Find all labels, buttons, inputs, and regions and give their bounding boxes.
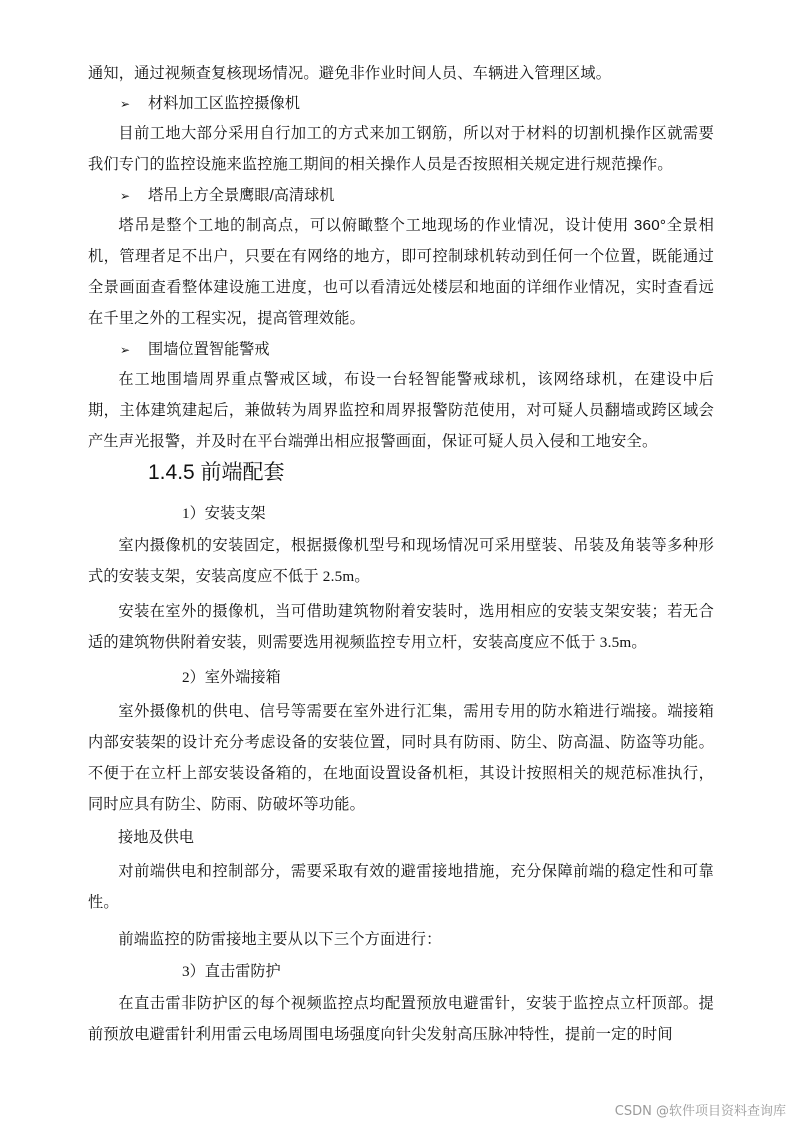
bullet-text: 塔吊上方全景鹰眼/高清球机 — [148, 187, 335, 204]
bullet-tower-crane-camera — [120, 180, 680, 212]
paragraph-junction-box: 室外摄像机的供电、信号等需要在室外进行汇集，需用专用的防水箱进行端接。端接箱内部安装架的设计充分考虑设备的安装位置，同时具有防雨、防尘、防高温、防盗等功能。不便于在立杆上部安装设备箱的，在地面设置设备机柜，其设计按照相关的规范标准执行，同时应具有防尘、防雨、防破坏等功能。 — [88, 703, 714, 813]
subheading-direct-lightning: 3）直击雷防护 — [182, 963, 281, 980]
bullet-material-camera — [120, 88, 680, 120]
arrow-bullet-icon: ➢ — [120, 97, 131, 111]
subheading-grounding-power: 接地及供电 — [118, 829, 194, 846]
paragraph-notification-end: 通知，通过视频查复核现场情况。避免非作业时间人员、车辆进入管理区域。 — [88, 65, 612, 82]
paragraph-grounding: 对前端供电和控制部分，需要采取有效的避雷接地措施，充分保障前端的稳定性和可靠性。 — [88, 863, 714, 911]
paragraph-outdoor-mount: 安装在室外的摄像机，当可借助建筑物附着安装时，选用相应的安装支架安装；若无合适的建筑物供附着安装，则需要选用视频监控专用立杆，安装高度应不低于 3.5m。 — [88, 603, 714, 651]
csdn-watermark: CSDN @软件项目资料查询库 — [614, 1104, 786, 1119]
bullet-text: 围墙位置智能警戒 — [148, 341, 270, 358]
subheading-mount-bracket: 1）安装支架 — [182, 505, 266, 522]
subheading-junction-box: 2）室外端接箱 — [182, 669, 281, 686]
arrow-bullet-icon: ➢ — [120, 189, 131, 203]
paragraph-lightning-intro: 前端监控的防雷接地主要从以下三个方面进行： — [118, 931, 442, 948]
bullet-fence-alert — [120, 334, 680, 366]
paragraph-tower-crane-camera: 塔吊是整个工地的制高点，可以俯瞰整个工地现场的作业情况，设计使用 360°全景相机，管理者足不出户，只要在有网络的地方，即可控制球机转动到任何一个位置，既能通过全景画面查看整体建设施工进度，也可以看清远处楼层和地面的详细作业情况，实时查看远在千里之外的工程实况，提高管理效能。 — [88, 217, 714, 327]
paragraph-indoor-mount: 室内摄像机的安装固定，根据摄像机型号和现场情况可采用壁装、吊装及角装等多种形式的安装支架，安装高度应不低于 2.5m。 — [88, 537, 714, 585]
paragraph-direct-lightning: 在直击雷非防护区的每个视频监控点均配置预放电避雷针，安装于监控点立杆顶部。提前预放电避雷针利用雷云电场周围电场强度向针尖发射高压脉冲特性，提前一定的时间 — [88, 995, 714, 1043]
paragraph-material-camera: 目前工地大部分采用自行加工的方式来加工钢筋，所以对于材料的切割机操作区就需要我们专门的监控设施来监控施工期间的相关操作人员是否按照相关规定进行规范操作。 — [88, 125, 714, 173]
arrow-bullet-icon: ➢ — [120, 343, 131, 357]
paragraph-fence-alert: 在工地围墙周界重点警戒区域，布设一台轻智能警戒球机，该网络球机，在建设中后期，主体建筑建起后，兼做转为周界监控和周界报警防范使用，对可疑人员翻墙或跨区域会产生声光报警，并及时在平台端弹出相应报警画面，保证可疑人员入侵和工地安全。 — [88, 371, 714, 450]
bullet-text: 材料加工区监控摄像机 — [148, 95, 300, 112]
section-heading: 1.4.5 前端配套 — [148, 461, 285, 484]
